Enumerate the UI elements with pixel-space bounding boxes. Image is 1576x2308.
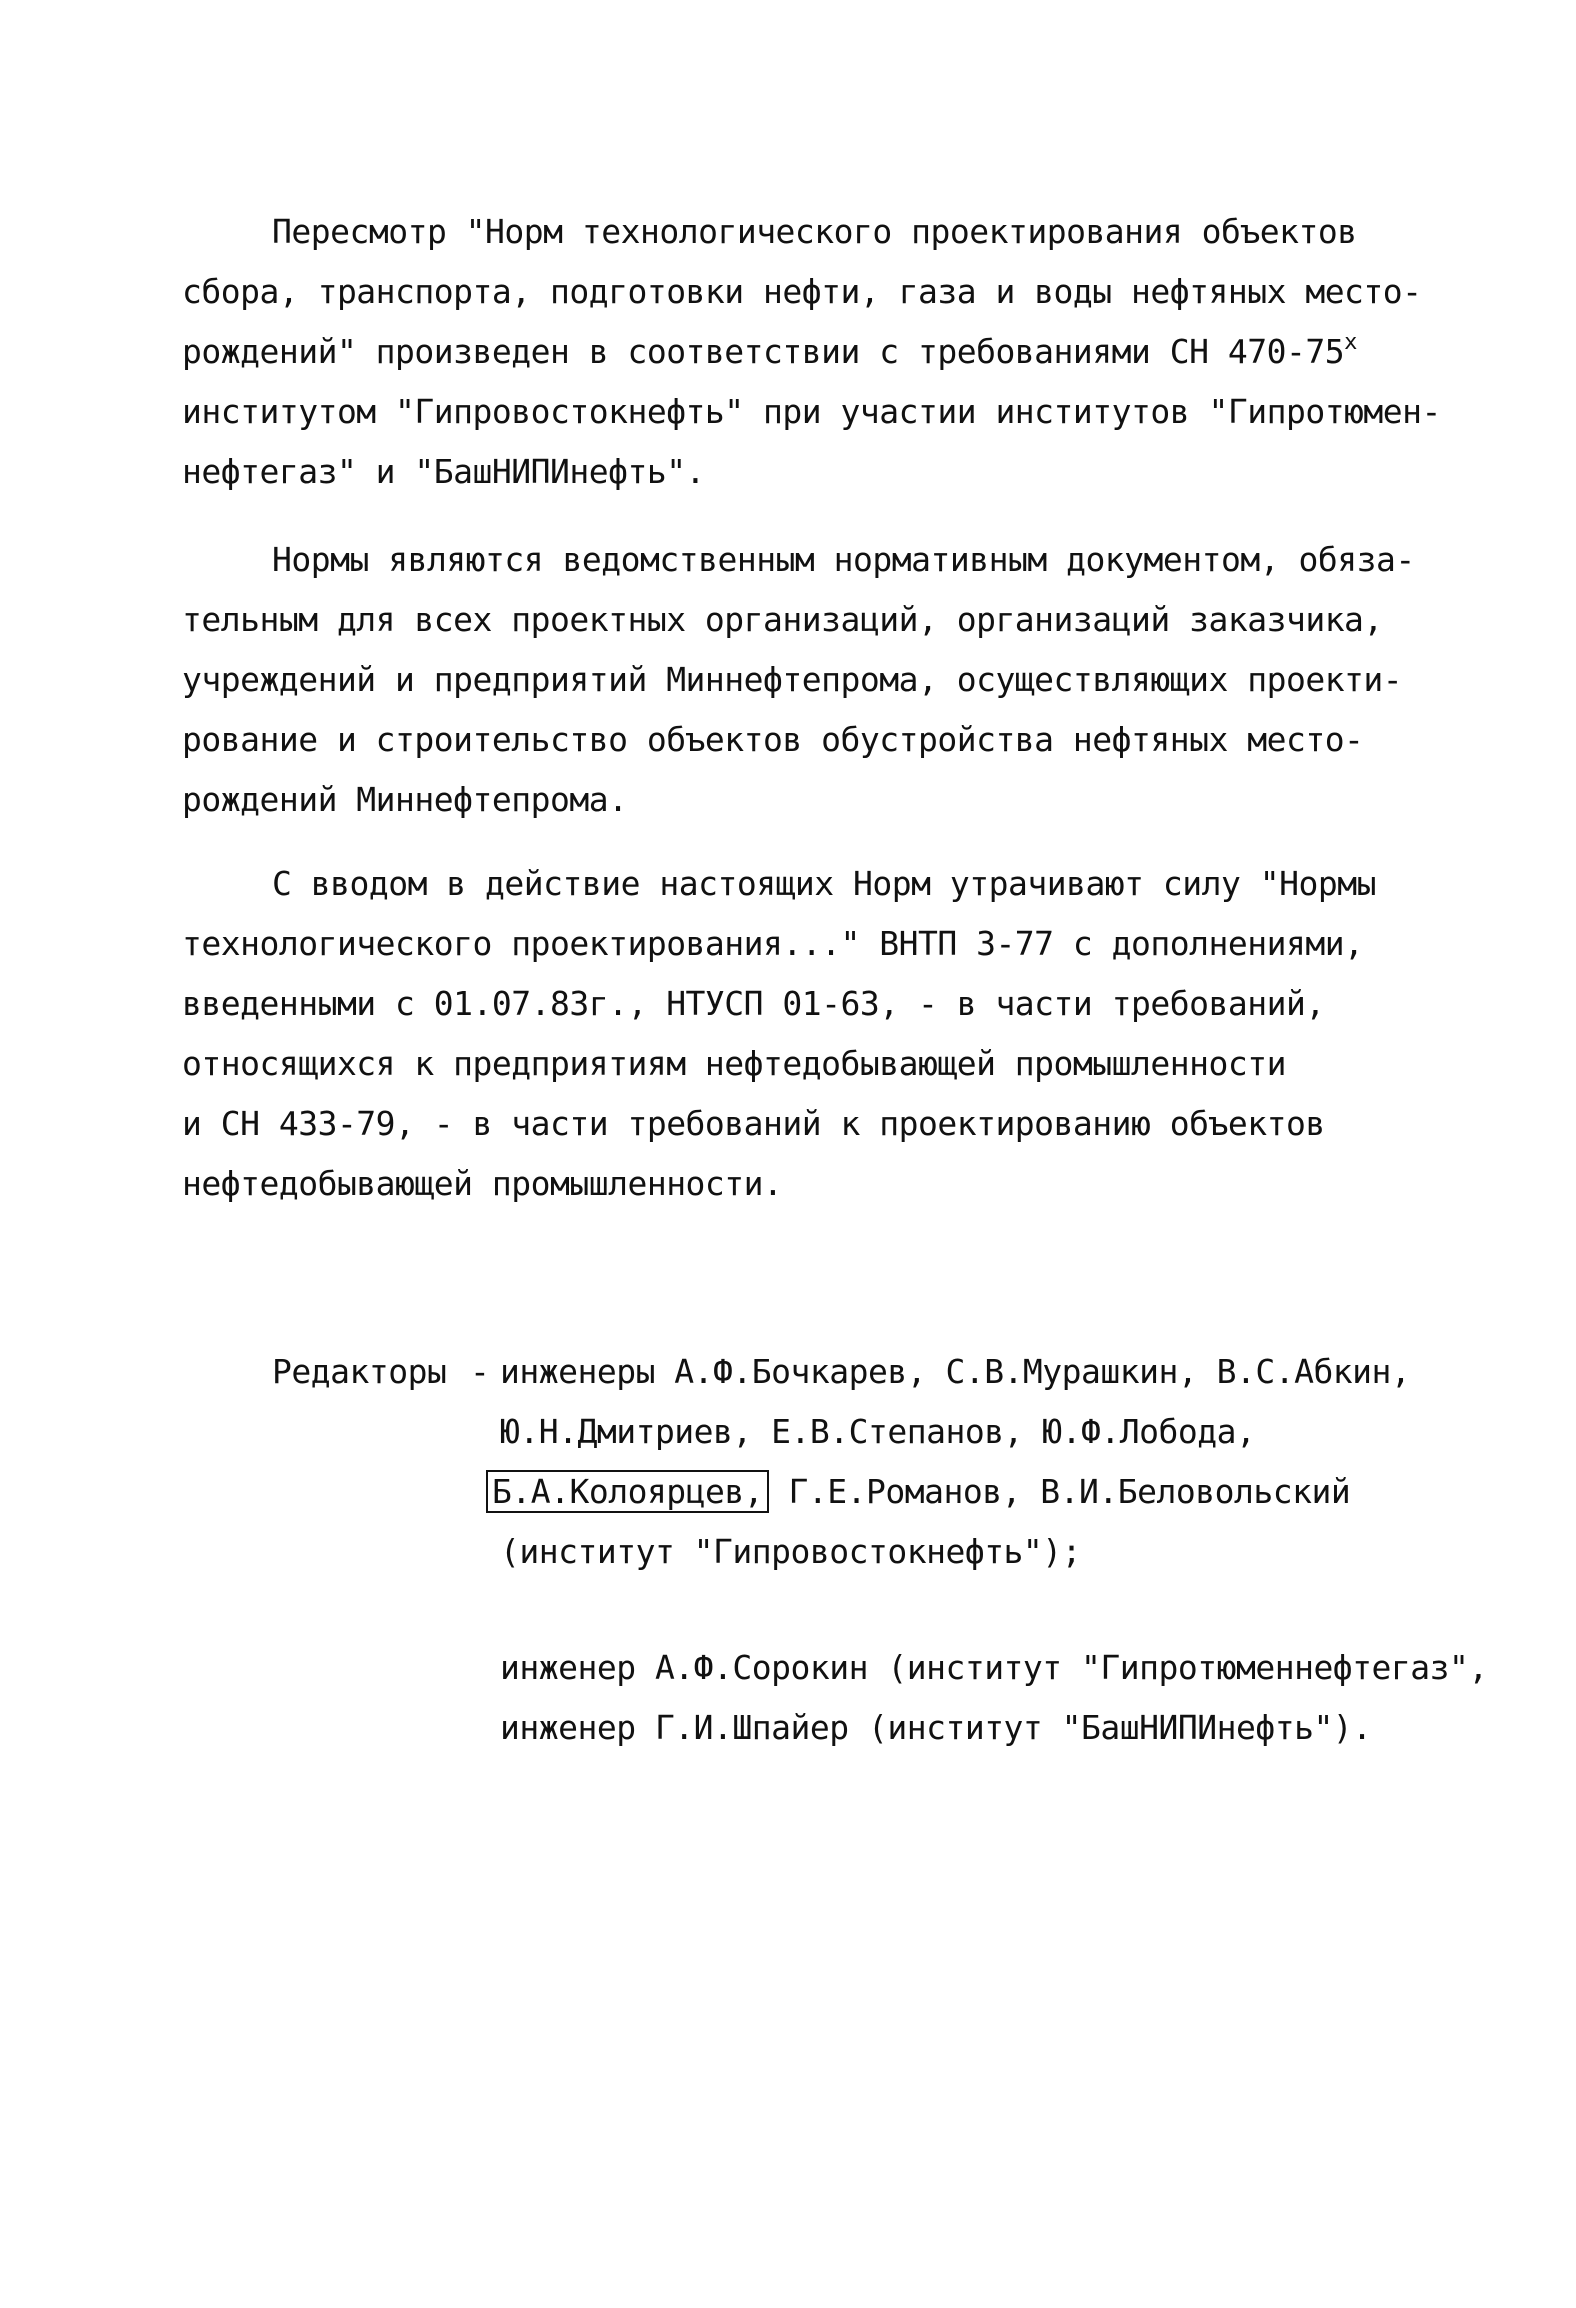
paragraph-3-line-1: С вводом в действие настоящих Норм утрачивают силу "Нормы: [272, 864, 1376, 903]
paragraph-1-line-3: [182, 332, 1357, 372]
editors-dash: -: [470, 1352, 490, 1391]
footnote-mark: x: [1344, 330, 1357, 355]
boxed-name: Б.А.Колоярцев,: [486, 1470, 769, 1513]
paragraph-2-line-3: учреждений и предприятий Миннефтепрома, осуществляющих проекти-: [182, 660, 1403, 699]
editors-line-3: [486, 1472, 1350, 1512]
paragraph-2-line-4: рование и строительство объектов обустройства нефтяных место-: [182, 720, 1364, 759]
paragraph-1-line-4: институтом "Гипровостокнефть" при участии институтов "Гипротюмен-: [182, 392, 1441, 431]
paragraph-1-line-3-text: рождений" произведен в соответствии с требованиями СН 470-75: [182, 332, 1345, 371]
editors-line-3-rest: Г.Е.Романов, В.И.Беловольский: [788, 1472, 1351, 1511]
paragraph-1-line-1: Пересмотр "Норм технологического проектирования объектов: [272, 212, 1357, 251]
editors-line-2: Ю.Н.Дмитриев, Е.В.Степанов, Ю.Ф.Лобода,: [500, 1412, 1256, 1451]
paragraph-3-line-6: нефтедобывающей промышленности.: [182, 1164, 783, 1203]
paragraph-3-line-3: введенными с 01.07.83г., НТУСП 01-63, - в части требований,: [182, 984, 1325, 1023]
paragraph-2-line-5: рождений Миннефтепрома.: [182, 780, 628, 819]
editors-line-4: (институт "Гипровостокнефть");: [500, 1532, 1082, 1571]
editors-line-6: инженер Г.И.Шпайер (институт "БашНИПИнефть").: [500, 1708, 1372, 1747]
paragraph-2-line-1: Нормы являются ведомственным нормативным документом, обяза-: [272, 540, 1415, 579]
paragraph-1-line-5: нефтегаз" и "БашНИПИнефть".: [182, 452, 705, 491]
paragraph-3-line-2: технологического проектирования..." ВНТП 3-77 с дополнениями,: [182, 924, 1364, 963]
paragraph-2-line-2: тельным для всех проектных организаций, организаций заказчика,: [182, 600, 1383, 639]
editors-line-5: инженер А.Ф.Сорокин (институт "Гипротюменнефтегаз",: [500, 1648, 1488, 1687]
paragraph-3-line-4: относящихся к предприятиям нефтедобывающей промышленности: [182, 1044, 1286, 1083]
paragraph-1-line-2: сбора, транспорта, подготовки нефти, газа и воды нефтяных место-: [182, 272, 1422, 311]
paragraph-3-line-5: и СН 433-79, - в части требований к проектированию объектов: [182, 1104, 1325, 1143]
editors-line-1: инженеры А.Ф.Бочкарев, С.В.Мурашкин, В.С.Абкин,: [500, 1352, 1411, 1391]
editors-label: Редакторы: [272, 1352, 447, 1391]
